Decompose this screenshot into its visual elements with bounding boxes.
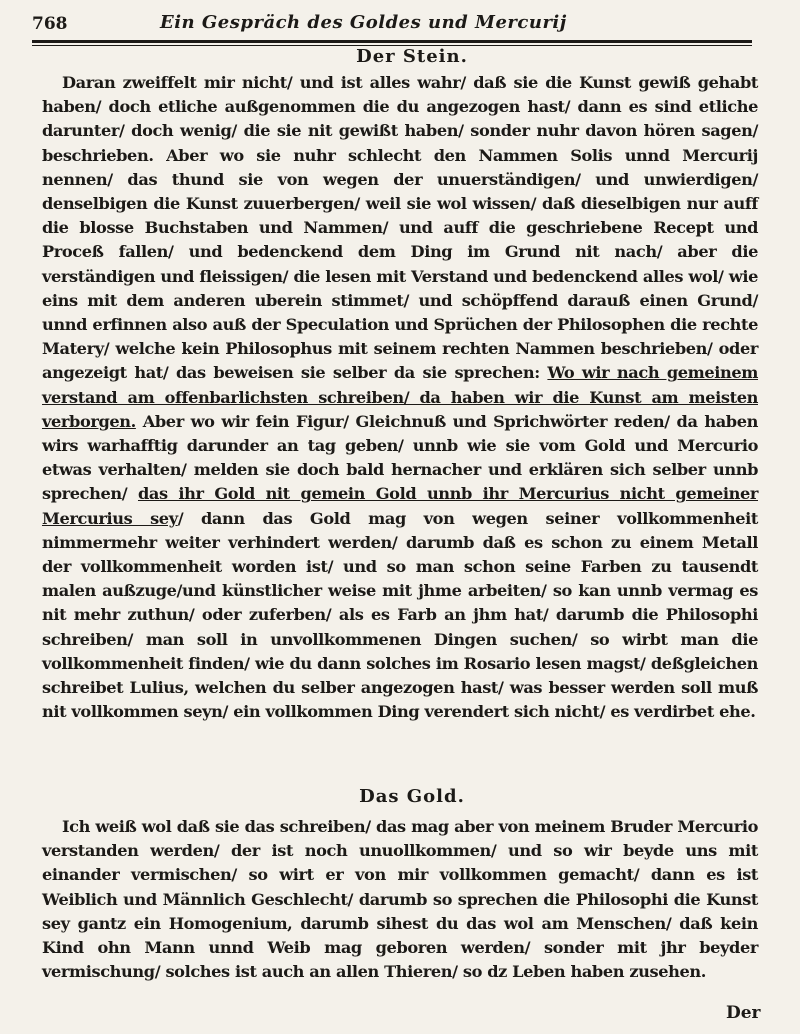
running-title: Ein Gespräch des Goldes und Mercurij: [160, 12, 567, 33]
paragraph-gold: [42, 815, 758, 984]
paragraph-text: / dann das Gold mag von wegen seiner vollkommenheit nimmermehr weiter verhindert werden/ darumb daß es schon zu einem Metall der vollkommenheit worden ist/ und so man schon seine Farben zu tausendt malen außzuge/und künstlicher weise mit jhme arbeiten/ so kan unnb vermag es nit mehr zuthun/ oder zuferben/ als es Farb an jhm hat/ darumb die Philosophi schreiben/ man soll in unvollkommenen Dingen suchen/ so wirbt man die vollkommenheit finden/ wie du dann solches im Rosario lesen magst/ deßgleichen schreibet Lulius, welchen du selber angezogen hast/ was besser werden soll muß nit vollkommen seyn/ ein vollkommen Ding verendert sich nicht/ es verdirbet ehe.: [42, 508, 758, 722]
paragraph-text: Daran zweiffelt mir nicht/ und ist alles wahr/ daß sie die Kunst gewiß gehabt haben/ doch etliche außgenommen die du angezogen hast/ dann es sind etliche darunter/ doch wenig/ die sie nit gewißt haben/ sonder nuhr davon hören sagen/ beschrieben. Aber wo sie nuhr schlecht den Nammen Solis unnd Mercurij nennen/ das thund sie von wegen der unuerständigen/ und unwierdigen/ denselbigen die Kunst zuuerbergen/ weil sie wol wissen/ daß dieselbigen nur auff die blosse Buchstaben und Nammen/ und auff die geschriebene Recept und Proceß fallen/ und bedenckend dem Ding im Grund nit nach/ aber die verständigen und fleissigen/ die lesen mit Verstand und bedenckend alles wol/ wie eins mit dem anderen uberein stimmet/ und schöpffend darauß einen Grund/ unnd erfinnen also auß der Speculation und Sprüchen der Philosophen die rechte Matery/ welche kein Philosophus mit seinem rechten Nammen beschrieben/ oder angezeigt hat/ das beweisen sie selber da sie sprechen:: [42, 73, 758, 383]
paragraph-stone: [42, 71, 758, 724]
paragraph-text: Aber wo wir fein Figur/ Gleichnuß und Sprichwörter reden/ da haben wirs warhafftig darunder an tag geben/ unnb wie sie vom Gold und Mercurio etwas verhalten/ melden sie doch bald hernacher und erklären sich selber unnb sprechen/: [42, 411, 758, 504]
header-rule: [32, 40, 752, 43]
paragraph-text: Ich weiß wol daß sie das schreiben/ das mag aber von meinem Bruder Mercurio verstanden werden/ der ist noch unuollkommen/ und so wir beyde uns mit einander vermischen/ so wirt er von mir vollkommen gemacht/ dann es ist Weiblich und Männlich Geschlecht/ darumb so sprechen die Philosophi die Kunst sey gantz ein Homogenium, darumb sihest du das wol am Menschen/ daß kein Kind ohn Mann unnd Weib mag geboren werden/ sonder mit jhr beyder vermischung/ solches ist auch an allen Thieren/ so dz Leben haben zusehen.: [42, 817, 758, 982]
catchword: Der: [726, 1003, 761, 1023]
page-header: [32, 10, 752, 36]
page-number: 768: [32, 14, 68, 34]
underlined-quote: das ihr Gold nit gemein Gold unnb ihr Mercurius nicht gemeiner Mercurius sey: [42, 484, 758, 528]
speaker-heading-gold: Das Gold.: [359, 786, 465, 807]
underlined-quote: Wo wir nach gemeinem verstand am offenbarlichsten schreiben/ da haben wir die Kunst am meisten verborgen.: [42, 363, 759, 431]
speaker-heading-stone: Der Stein.: [356, 46, 468, 67]
